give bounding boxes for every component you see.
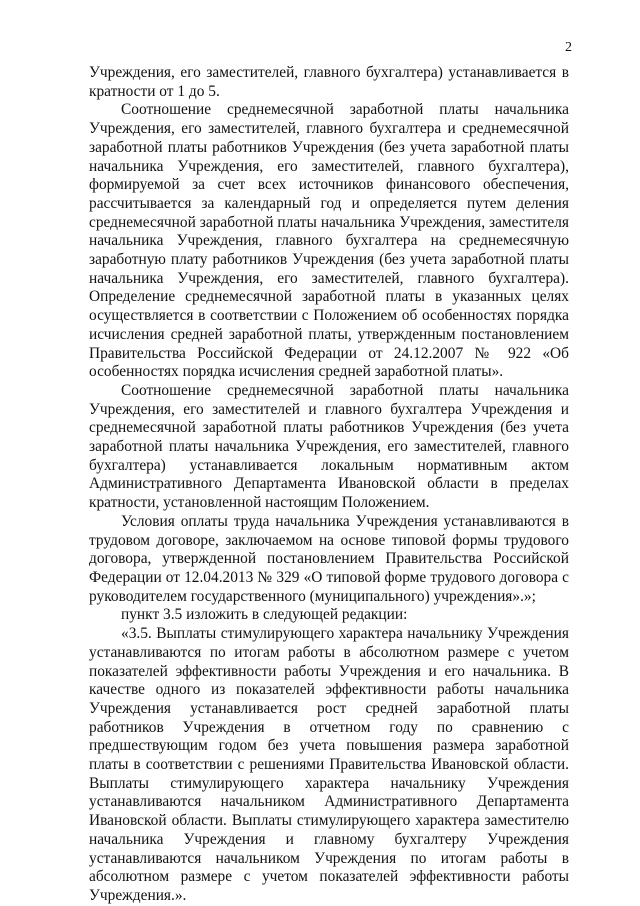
paragraph-clause-amendment-intro: пункт 3.5 изложить в следующей редакции: <box>121 606 408 624</box>
document-body <box>89 64 569 906</box>
paragraph-ratio-continuation: Учреждения, его заместителей, главного бухгалтера) устанавливается в кратности от 1 до 5. <box>89 64 569 100</box>
page-number: 2 <box>565 40 572 55</box>
paragraph-clause-3-5: «3.5. Выплаты стимулирующего характера начальнику Учреждения устанавливаются по итогам работы в абсолютном размере с учетом показателей эффективности работы Учреждения и его начальника. В качестве одного из показателей эффективности работы начальника Учреждения устанавливается рост средней заработной платы работников Учреждения в отчетном году по сравнению с предшествующим годом без учета повышения размера заработной платы в соответствии с решениями Правительства Ивановской области. Выплаты стимулирующего характера начальнику Учреждения устанавливаются начальником Административного Департамента Ивановской области. Выплаты стимулирующего характера заместителю начальника Учреждения и главному бухгалтеру Учреждения устанавливаются начальником Учреждения по итогам работы в абсолютном размере с учетом показателей эффективности работы Учреждения.». <box>89 625 569 904</box>
paragraph-salary-ratio-calculation: Соотношение среднемесячной заработной платы начальника Учреждения, его заместителей, главного бухгалтера и среднемесячной заработной платы работников Учреждения (без учета заработной платы начальника Учреждения, его заместителей, главного бухгалтера), формируемой за счет всех источников финансового обеспечения, рассчитывается за календарный год и определяется путем деления среднемесячной заработной платы начальника Учреждения, заместителя начальника Учреждения, главного бухгалтера на среднемесячную заработную плату работников Учреждения (без учета заработной платы начальника Учреждения, его заместителей, главного бухгалтера). Определение среднемесячной заработной платы в указанных целях осуществляется в соответствии с Положением об особенностях порядка исчисления средней заработной платы, утвержденным постановлением Правительства Российской Федерации от 24.12.2007 № 922 «Об особенностях порядка исчисления средней заработной платы». <box>89 101 569 381</box>
paragraph-labor-contract-terms: Условия оплаты труда начальника Учреждения устанавливаются в трудовом договоре, заключаемом на основе типовой формы трудового договора, утвержденной постановлением Правительства Российской Федерации от 12.04.2013 № 329 «О типовой форме трудового договора с руководителем государственного (муниципального) учреждения».»; <box>89 512 569 605</box>
paragraph-salary-ratio-local-act: Соотношение среднемесячной заработной платы начальника Учреждения, его заместителей и главного бухгалтера Учреждения и среднемесячной заработной платы работников Учреждения (без учета заработной платы начальника Учреждения, его заместителей, главного бухгалтера) устанавливается локальным нормативным актом Административного Департамента Ивановской области в пределах кратности, установленной настоящим Положением. <box>89 381 569 512</box>
